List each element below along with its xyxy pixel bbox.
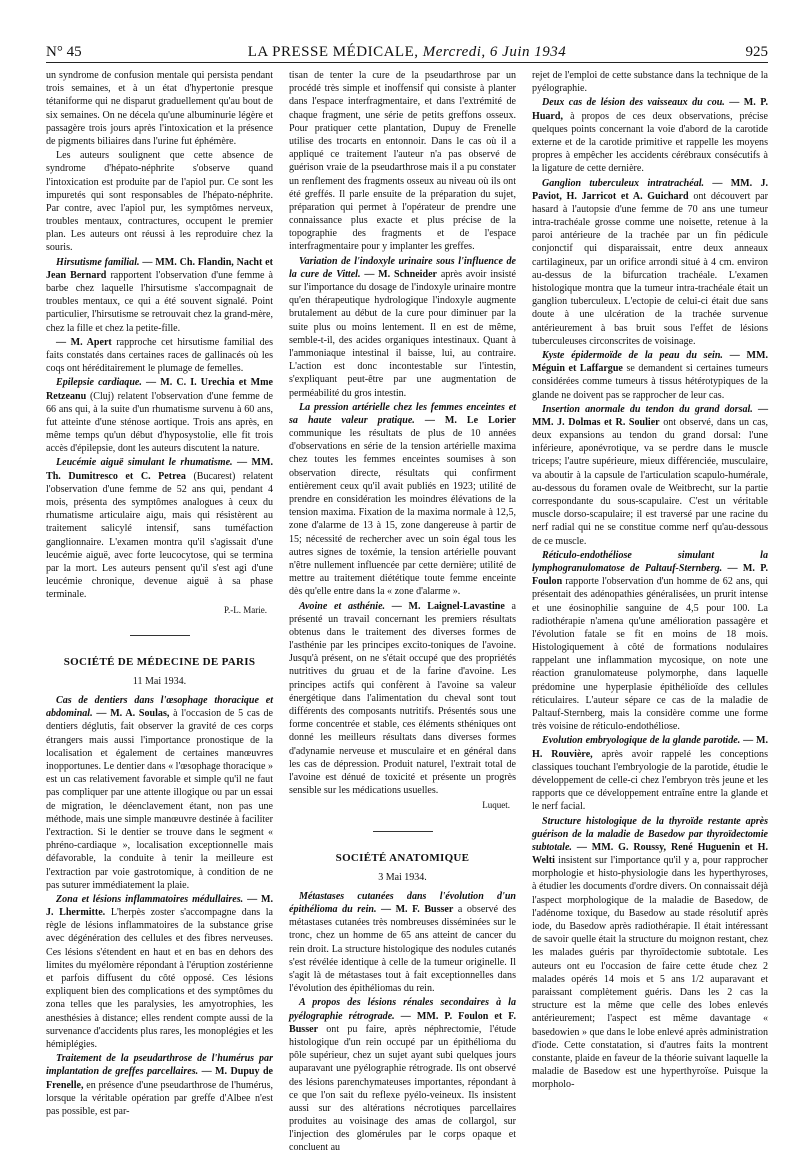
- paragraph: rejet de l'emploi de cette substance dans la technique de la pyélographie.: [532, 70, 768, 95]
- article-authors: — MM. J. Dolmas et R. Soulier: [532, 403, 768, 428]
- article-authors: — M. C. I. Urechia et Mme Retzeanu: [46, 377, 273, 402]
- article-title: Traitement de la pseudarthrose de l'humérus par implantation de greffes parcellaires.: [46, 1053, 273, 1078]
- article-authors: — MM. Méguin et Laffargue: [532, 349, 768, 375]
- article-text: (Cluj) relatent l'observation d'une femme de 66 ans qui, à la suite d'un rhumatisme survenu à 60 ans, fut atteinte d'une sténose aortique. Trois ans après, en même temps qu'un début d'hyposystolie, elle fit trois accès d'épilepsie, dont les auteurs discutent la nature.: [46, 390, 273, 455]
- article-text: a présenté un travail concernant les premiers résultats obtenus dans le traitement des diverses formes de l'asthénie par les principes excito-toniques de l'avoine. Jusqu'à présent, on ne s'était occupé que des propriétés nutritives du gruau et de la farine d'avoine. Les principes actifs qui confèrent à l'avoine sa valeur énergétique dans l'alimentation du cheval sont tout différents des composants nutritifs. Présentés sous une forme concentrée et stable, ces éléments sthéniques ont donné les meilleurs résultats dans diverses formes d'adynamie nerveuse et musculaire et en général dans les cas de dépression. Produit naturel, l'extrait total de l'avoine est dénué de toxicité et présente un progrès sensible sur les médications usuelles.: [289, 600, 517, 797]
- section-date: 3 Mai 1934.: [378, 871, 427, 883]
- article: [46, 694, 273, 892]
- article-title: Métastases cutanées dans l'évolution d'un épithélioma du rein.: [289, 890, 516, 916]
- article-authors: — M. J. Lhermitte.: [46, 893, 273, 919]
- article-title: Leucémie aiguë simulant le rhumatisme.: [56, 457, 233, 469]
- article-title: Deux cas de lésion des vaisseaux du cou.: [542, 97, 725, 109]
- paragraph: un syndrome de confusion mentale qui persista pendant trois semaines, et à un état d'hypertonie presque tétaniforme qui ne disparut graduellement qu'au bout de six semaines. On ne décela qu'une albuminurie légère et passagère trois jours après l'intoxication et la présence de pigments biliaires dans l'urine fut éphémère.: [46, 70, 273, 147]
- article-text: (Bucarest) relatent l'observation d'une femme de 52 ans qui, pendant 4 mois, présenta des symptômes analogues à ceux du rhumatisme articulaire aigu, mais qui résistèrent au traitement salicylé intensif, sans tuméfaction ganglionnaire. L'examen montra qu'il s'agissait d'une leucémie aiguë, avec forte leucocytose, qui se termina par la mort. Les auteurs pensent qu'il s'est agi d'une leucémie chronique, devenue aiguë à sa phase terminale.: [46, 470, 273, 601]
- article-title: Cas de dentiers dans l'œsophage thoracique et abdominal.: [46, 695, 273, 720]
- article-title: Evolution embryologique de la glande parotide.: [542, 735, 741, 747]
- article: [289, 401, 516, 599]
- page-number-right: 925: [745, 44, 768, 60]
- section-date: 11 Mai 1934.: [132, 675, 187, 687]
- article: [532, 549, 768, 734]
- article: [532, 815, 768, 1092]
- article-text: ont pu faire, après néphrectomie, l'étude histologique d'un rein occupé par un épithélioma du pôle supérieur, chez un sujet ayant subi quelques jours auparavant une pyélographie rétrograde. Ils ont observé des lésions parenchymateuses importantes, répondant à ce que l'on sait du reflexe pyélo-veineux. Ils insistent aussi sur des altérations nécrotiques parcellaires produites au voisinage des amas de collargol, sur l'injection des glomérules par le corps opaque et concluent au: [289, 1023, 516, 1154]
- article-text: en présence d'une pseudarthrose de l'humérus, lorsque la véritable opération par greffe d'Albee n'est pas possible, est par-: [46, 1079, 274, 1117]
- article-authors: — M. Laignel-Lavastine: [391, 600, 505, 612]
- article: [532, 349, 768, 402]
- article: [289, 890, 516, 996]
- article-text: rapportent l'observation d'une femme à barbe chez laquelle l'hirsutisme s'accompagnait de troubles mentaux, ce qui a été souvent signalé. Point particulier, l'hirsutisme se retrouvait chez la grand-mère, chez la fille et chez la petite-fille.: [46, 269, 273, 334]
- article-title: Epilepsie cardiaque.: [56, 377, 142, 389]
- paragraph: tisan de tenter la cure de la pseudarthrose par un procédé très simple et inoffensif qui consiste à planter dans l'espace interfragmentaire, et dans l'extrémité de chaque fragment, une série de petits greffons osseux. Pour pratiquer cette plantation, Dupuy de Frenelle utilise des trocarts en entonnoir. Dans le cas où il a appliqué ce traitement l'auteur n'a pas observé de guérison vraie de la pseudarthrose mais il a pu constater un renflement des fragments osseux au niveau où ils ont été greffés. Il parle ensuite de la préparation du sujet, préparation qui permet à l'opérateur de prendre une connaissance plus exacte et plus précise de la topographie des fragments et de l'espace interfragmentaire pour y implanter les greffes.: [289, 70, 516, 253]
- article: [289, 996, 516, 1154]
- paragraph: Les auteurs soulignent que cette absence de syndrome d'hépato-néphrite s'observe quand l'intoxication est produite par de l'apiol pur. Ce sont les impuretés qui sont responsables de l'hépato-néphrite. Par contre, avec l'apiol pur, les symptômes nerveux, troubles mentaux, contractures, occupent le premier plan. Les auteurs ont réussi à les reproduire chez la souris.: [46, 150, 273, 254]
- article-title: Hirsutisme familial.: [56, 256, 140, 268]
- article-authors: — M. Dupuy de Frenelle,: [46, 1066, 273, 1091]
- article-authors: — M. Apert: [56, 336, 112, 348]
- article-title: Structure histologique de la thyroïde restante après guérison de la maladie de Basedow par thyroïdectomie subtotale.: [532, 815, 768, 853]
- article: [46, 376, 273, 455]
- article-authors: — M. H. Rouvière,: [532, 735, 769, 760]
- article-title: Ganglion tuberculeux intratrachéal.: [542, 177, 705, 189]
- article-title: Avoine et asthénie.: [299, 600, 386, 612]
- article: [46, 1052, 273, 1118]
- article-authors: — M. P. Foulon: [532, 562, 769, 588]
- article: [289, 600, 516, 798]
- article-title: A propos des lésions rénales secondaires à la pyélographie rétrograde.: [289, 997, 516, 1022]
- article-text: à l'occasion de 5 cas de dentiers déglutis, fait observer la gravité de ces corps étrangers mais aussi l'importance pronostique de la localisation et également de certaines manœuvres inopportunes. Le dentier dans « l'œsophage thoracique » est un cas relativement favorable et simple qu'il ne faut pas compliquer par une attente illogique ou par un essai de migration, le déenclavement étant, non pas une méthode, mais une simple manœuvre destinée à faciliter l'extraction. Si le dentier se trouve dans le segment « phréno-cardiaque », localisation exceptionnelle mais défavorable, la conduite à tenir la meilleure est l'extraction par voie gastrotomique, à condition de ne pas suturer immédiatement la plaie.: [46, 708, 273, 891]
- article-authors: — MM. G. Roussy, René Huguenin et H. Welti: [532, 841, 768, 867]
- article-text: à propos de ces deux observations, précise quelques points concernant la voie d'abord de la carotide externe et de la carotide primitive et rappelle les moyens propres à empêcher les accidents cérébraux consécutifs à la ligature de cette dernière.: [532, 110, 768, 175]
- article: [46, 256, 273, 335]
- page-header: [46, 40, 768, 62]
- article-text: a observé des métastases cutanées très nombreuses disséminées sur le tronc, chez un homme de 65 ans atteint de cancer du rein droit. La structure histologique des nodules cutanés s'est révélée identique à celle de la tumeur originelle. Il s'agit là de métastases tout à fait exceptionnelles dans l'évolution des épithéliomas du rein.: [289, 904, 517, 995]
- section-divider: [373, 831, 433, 832]
- article: [46, 456, 273, 601]
- article-text: rapproche cet hirsutisme familial des faits constatés dans certaines races de gallinacés où les coqs ont héréditairement le plumage de femelles.: [46, 336, 273, 375]
- article: [46, 336, 273, 376]
- page-number-left: N° 45: [46, 44, 82, 60]
- article-text: rapporte l'observation d'un homme de 62 ans, qui présentait des adénopathies généralisées, un prurit intense et une éosinophilie sanguine de 4,5 pour 100. La radiothérapie n'amena qu'une amélioration passagère et l'évolution fatale se fit en moins de 18 mois. Histologiquement à côté de formations nodulaires rappelant une inflammation mycosique, on note une réaction granulomateuse polymorphe, dans laquelle prédomine une hyperplasie épithélioïde des cellules réticulaires. L'auteur sépare ce cas de la maladie de Paltauf-Sternberg, mais la considère comme une forme très voisine de réticulo-endothéliose.: [532, 576, 768, 733]
- article: [532, 734, 768, 813]
- article-text: L'herpès zoster s'accompagne dans la règle de lésions inflammatoires de la substance grise avec dégénération des cellules et des fibres nerveuses. Ces lésions s'étendent en haut et en bas en dehors des limites du myélomère répondant à l'éruption zostérienne et parfois diffusent du côté opposé. Ces lésions expliquent bien des complications et des symptômes du zona telles que les paralysies, les amyotrophies, les anesthésies à distance; elles rendent compte aussi de la survenance d'accidents plus rares, les monoplégies et les hémiplégies.: [46, 907, 274, 1050]
- article-title: Variation de l'indoxyle urinaire sous l'influence de la cure de Vittel.: [289, 255, 516, 280]
- column-3: [532, 69, 768, 1092]
- article: [289, 255, 516, 400]
- article: [532, 403, 768, 548]
- article-authors: — MM. J. Paviot, H. Jarricot et A. Guichard: [532, 177, 769, 202]
- section-heading: SOCIÉTÉ DE MÉDECINE DE PARIS: [63, 655, 256, 668]
- article: [532, 96, 768, 175]
- article-authors: — MM. Th. Dumitresco et C. Petrea: [46, 457, 273, 482]
- article: [46, 893, 273, 1051]
- section-divider: [130, 635, 190, 636]
- article-title: Insertion anormale du tendon du grand dorsal.: [542, 403, 753, 415]
- article-text: se demandent si certaines tumeurs considérées comme tumeurs à tissus hétérotypiques de la glande ne doivent pas se rapprocher de leur cas.: [532, 363, 769, 401]
- article-text: ont découvert par hasard à l'autopsie d'une femme de 70 ans une tumeur intra-trachéale grosse comme une noisette, retenue à la paroi antérieure de la trachée par un fin pédicule conjonctif qui disparaissait, entre deux anneaux cartilagineux, par un orifice arrondi situé à 4 cm. environ au-dessus de la bifurcation trachéale. L'examen histologique montra que la tumeur intra-trachéale était un ganglion tuberculeux. L'ectopie de celui-ci était due sans doute à une ulcération de la trachée survenue antérieurement à bas bruit sous l'effet de lésions tuberculeuses circonscrites de voisinage.: [532, 190, 768, 347]
- article-text: insistent sur l'importance qu'il y a, pour rapprocher morphologie et histo-physiologie dans les hyperthyroses, à étudier les documents d'ordre divers. On connaissait déjà l'aspect morphologique de la maladie de Basedow, de l'adénome toxique, du Basedow au stade résolutif après iode, du Basedow après radiothérapie. Il était intéressant de savoir quelle était la structure du moignon restant, chez les malades guéris par thyroïdectomie subtotale. Les auteurs ont eu l'occasion de faire cette étude chez 2 malades opérés 14 mois et 5 ans 1/2 auparavant et paraissant complètement guéris. Dans les 2 cas la structure est la même que celle des lobes enlevés antérieurement; l'aspect est même davantage « basedowien » que dans le lobe enlevé après administration d'iode. Cette constatation, si d'autres faits la montrent constante, plaide en faveur de la théorie suivant laquelle la maladie de Basedow est une hyperthyroïse. Puisque la morpholo-: [532, 855, 768, 1091]
- article-title: La pression artérielle chez les femmes enceintes et sa haute valeur pratique.: [289, 401, 516, 426]
- signature: Luquet.: [482, 800, 510, 811]
- article: [532, 177, 768, 348]
- article-title: Zona et lésions inflammatoires médullaires.: [56, 893, 244, 905]
- article-authors: — M. F. Busser: [381, 904, 454, 916]
- article-text: communique les résultats de plus de 10 années d'observations en série de la tension artérielle maxima chez toutes les femmes enceintes soumises à son observation directe, résultats qui confirment entièrement ceux qu'il avait publiés en 1923; utilité de prendre en considération les moindres élévations de la tension maxima. Fixation de la maxima normale à 12,5, zone d'alarme de 13 à 15, zone dangereuse à partir de 15; nécessité de rechercher avec un soin égal tous les autres signes de toxémie, la tension artérielle pouvant n'être nullement influencée par cette dernière; utilité de mettre au traitement diététique toute femme enceinte dès qu'elle entre dans la « zone d'alarme ».: [289, 428, 516, 598]
- column-2: [289, 69, 516, 1156]
- article-authors: — M. A. Soulas,: [96, 708, 170, 720]
- article-title: Kyste épidermoïde de la peau du sein.: [542, 349, 723, 361]
- article-text: après avoir insisté sur l'importance du dosage de l'indoxyle urinaire montre qu'en thérapeutique hydrologique l'indoxyle augmente brutalement au début de la cure pour diminuer par la suite plus ou moins lentement. Il en est de même, semble-t-il, des acides organiques intestinaux. Quant à l'ammoniaque intestinal il baisse, lui, au contraire. L'action est donc incontestable sur l'intestin, s'expliquant peut-être par une augmentation de perméabilité du gros intestin.: [289, 268, 516, 399]
- article-authors: — M. P. Huard,: [532, 97, 769, 122]
- article-authors: — MM. P. Foulon et F. Busser: [289, 1010, 516, 1035]
- section-heading: SOCIÉTÉ ANATOMIQUE: [335, 851, 470, 864]
- article-title: Réticulo-endothéliose simulant la lymphogranulomatose de Paltauf-Sternberg.: [532, 549, 768, 574]
- article-authors: — MM. Ch. Flandin, Nacht et Jean Bernard: [46, 256, 273, 281]
- signature: P.-L. Marie.: [224, 604, 267, 615]
- header-rule: [46, 62, 768, 63]
- article-authors: — M. Le Lorier: [424, 414, 516, 426]
- article-authors: — M. Schneider: [364, 268, 437, 280]
- column-1: [46, 69, 273, 1119]
- article-text: ont observé, dans un cas, deux expansions au tendon du grand dorsal: l'une inférieure, aponévrotique, va se perdre dans le muscle triceps; l'autre supérieure, mieux différenciée, musculaire, va aboutir à la capsule de l'articulation scapulo-humérale, au-dessous du foramen ovale de Weitbrecht, sur la partie correspondante du sous-scapulaire. C'est un véritable muscle dorso-scapulaire; il est traversé par une racine du nerf radial qui ne se constitue comme nerf qu'au-dessous de ce muscle.: [532, 416, 768, 547]
- journal-title: [46, 44, 768, 61]
- issue-date: Mercredi, 6 Juin 1934: [422, 44, 567, 60]
- journal-name: LA PRESSE MÉDICALE,: [247, 44, 419, 60]
- article-text: après avoir rappelé les conceptions classiques touchant l'embryologie de la parotide, étudie le développement de celle-ci chez l'embryon très jeune et les rapports que ce développement entraîne entre la glande et le nerf facial.: [532, 748, 768, 813]
